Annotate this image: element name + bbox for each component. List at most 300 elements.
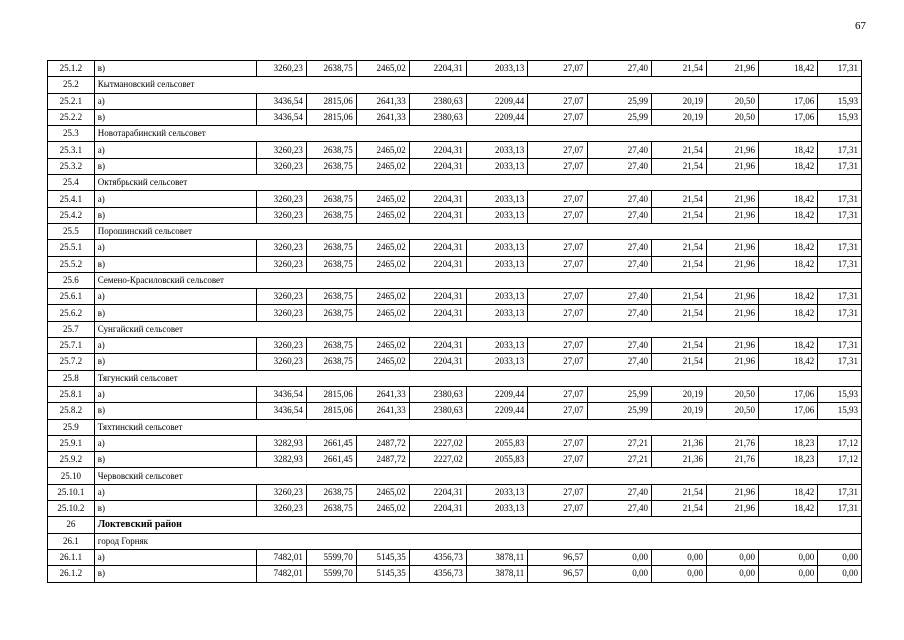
value-cell: 2380,63 (409, 403, 466, 419)
value-cell: 3436,54 (256, 109, 306, 125)
value-cell: 3260,23 (256, 207, 306, 223)
value-cell: 27,07 (528, 435, 587, 451)
value-cell: 2465,02 (356, 142, 409, 158)
value-cell: 21,54 (651, 484, 706, 500)
value-cell: 18,42 (759, 338, 818, 354)
value-cell: 2204,31 (409, 142, 466, 158)
section-row (48, 370, 862, 386)
value-cell: 2638,75 (306, 142, 356, 158)
value-cell: 2661,45 (306, 452, 356, 468)
value-cell: 27,07 (528, 501, 587, 517)
value-cell: 17,31 (818, 484, 862, 500)
value-cell: 27,40 (587, 354, 651, 370)
value-cell: 2380,63 (409, 93, 466, 109)
value-cell: 2638,75 (306, 256, 356, 272)
table-row (48, 289, 862, 305)
table-row (48, 501, 862, 517)
value-cell: 2465,02 (356, 256, 409, 272)
row-code: 25.3.1 (48, 142, 95, 158)
value-cell: 2055,83 (466, 452, 527, 468)
value-cell: 17,31 (818, 305, 862, 321)
table-row (48, 403, 862, 419)
section-row (48, 321, 862, 337)
value-cell: 2641,33 (356, 386, 409, 402)
value-cell: 2638,75 (306, 484, 356, 500)
value-cell: 27,40 (587, 61, 651, 77)
value-cell: 27,07 (528, 338, 587, 354)
value-cell: 2815,06 (306, 93, 356, 109)
value-cell: 17,31 (818, 207, 862, 223)
value-cell: 2204,31 (409, 289, 466, 305)
value-cell: 2465,02 (356, 61, 409, 77)
section-row (48, 175, 862, 191)
value-cell: 21,76 (707, 452, 759, 468)
value-cell: 2209,44 (466, 93, 527, 109)
value-cell: 2033,13 (466, 61, 527, 77)
row-code: 25.10.2 (48, 501, 95, 517)
value-cell: 17,31 (818, 61, 862, 77)
value-cell: 18,23 (759, 435, 818, 451)
value-cell: 3282,93 (256, 452, 306, 468)
value-cell: 18,42 (759, 305, 818, 321)
value-cell: 2465,02 (356, 484, 409, 500)
value-cell: 5145,35 (356, 566, 409, 582)
value-cell: 2465,02 (356, 501, 409, 517)
value-cell: 21,54 (651, 354, 706, 370)
value-cell: 18,42 (759, 354, 818, 370)
value-cell: 0,00 (759, 549, 818, 565)
section-title: Тяхтинский сельсовет (94, 419, 861, 435)
row-code: 25.3 (48, 126, 95, 142)
value-cell: 17,06 (759, 403, 818, 419)
value-cell: 3436,54 (256, 386, 306, 402)
value-cell: 27,07 (528, 305, 587, 321)
table-body (48, 61, 862, 583)
value-cell: 2033,13 (466, 338, 527, 354)
row-code: 25.4.1 (48, 191, 95, 207)
row-code: 25.5.1 (48, 240, 95, 256)
value-cell: 3260,23 (256, 256, 306, 272)
value-cell: 27,40 (587, 240, 651, 256)
value-cell: 2227,02 (409, 452, 466, 468)
row-code: 25.4.2 (48, 207, 95, 223)
value-cell: 27,07 (528, 61, 587, 77)
table-row (48, 566, 862, 582)
value-cell: 2204,31 (409, 354, 466, 370)
row-code: 25.2 (48, 77, 95, 93)
value-cell: 21,76 (707, 435, 759, 451)
value-cell: 27,07 (528, 240, 587, 256)
value-cell: 27,07 (528, 93, 587, 109)
value-cell: 2638,75 (306, 289, 356, 305)
row-variant-label: в) (94, 158, 256, 174)
value-cell: 2465,02 (356, 191, 409, 207)
row-variant-label: в) (94, 452, 256, 468)
value-cell: 4356,73 (409, 566, 466, 582)
value-cell: 2055,83 (466, 435, 527, 451)
value-cell: 4356,73 (409, 549, 466, 565)
table-row (48, 484, 862, 500)
value-cell: 18,42 (759, 501, 818, 517)
value-cell: 2033,13 (466, 305, 527, 321)
section-title: Кытмановский сельсовет (94, 77, 861, 93)
value-cell: 27,07 (528, 354, 587, 370)
row-variant-label: в) (94, 305, 256, 321)
value-cell: 27,40 (587, 501, 651, 517)
value-cell: 27,07 (528, 256, 587, 272)
table-row (48, 338, 862, 354)
value-cell: 27,40 (587, 289, 651, 305)
value-cell: 21,54 (651, 501, 706, 517)
row-code: 25.2.1 (48, 93, 95, 109)
value-cell: 21,54 (651, 256, 706, 272)
row-code: 25.8.2 (48, 403, 95, 419)
value-cell: 18,42 (759, 191, 818, 207)
value-cell: 7482,01 (256, 566, 306, 582)
value-cell: 2465,02 (356, 305, 409, 321)
value-cell: 17,31 (818, 354, 862, 370)
value-cell: 2815,06 (306, 386, 356, 402)
value-cell: 17,31 (818, 338, 862, 354)
row-code: 25.7 (48, 321, 95, 337)
district-title: Локтевский район (94, 517, 861, 533)
row-variant-label: а) (94, 484, 256, 500)
value-cell: 2033,13 (466, 501, 527, 517)
section-title: Новотарабинский сельсовет (94, 126, 861, 142)
value-cell: 21,96 (707, 191, 759, 207)
row-code: 25.3.2 (48, 158, 95, 174)
value-cell: 25,99 (587, 93, 651, 109)
value-cell: 21,96 (707, 338, 759, 354)
value-cell: 27,40 (587, 338, 651, 354)
value-cell: 3260,23 (256, 484, 306, 500)
value-cell: 2638,75 (306, 338, 356, 354)
table-row (48, 142, 862, 158)
value-cell: 17,31 (818, 191, 862, 207)
row-code: 25.1.2 (48, 61, 95, 77)
value-cell: 2465,02 (356, 158, 409, 174)
section-row (48, 223, 862, 239)
row-variant-label: в) (94, 109, 256, 125)
value-cell: 27,07 (528, 386, 587, 402)
value-cell: 27,40 (587, 191, 651, 207)
row-code: 25.9 (48, 419, 95, 435)
value-cell: 20,19 (651, 93, 706, 109)
value-cell: 27,07 (528, 289, 587, 305)
value-cell: 15,93 (818, 386, 862, 402)
value-cell: 18,42 (759, 142, 818, 158)
value-cell: 18,42 (759, 240, 818, 256)
value-cell: 2465,02 (356, 207, 409, 223)
table-row (48, 93, 862, 109)
row-code: 25.5 (48, 223, 95, 239)
row-code: 25.9.2 (48, 452, 95, 468)
row-variant-label: а) (94, 289, 256, 305)
value-cell: 3436,54 (256, 93, 306, 109)
value-cell: 0,00 (707, 549, 759, 565)
row-code: 25.6.2 (48, 305, 95, 321)
value-cell: 2465,02 (356, 240, 409, 256)
value-cell: 2487,72 (356, 452, 409, 468)
value-cell: 2204,31 (409, 338, 466, 354)
section-title: Октябрьский сельсовет (94, 175, 861, 191)
value-cell: 20,19 (651, 386, 706, 402)
table-row (48, 240, 862, 256)
value-cell: 21,36 (651, 435, 706, 451)
value-cell: 27,07 (528, 207, 587, 223)
tariff-table (47, 60, 862, 583)
row-code: 25.10.1 (48, 484, 95, 500)
value-cell: 17,06 (759, 386, 818, 402)
value-cell: 18,42 (759, 289, 818, 305)
table-row (48, 109, 862, 125)
row-variant-label: а) (94, 93, 256, 109)
section-title: Порошинский сельсовет (94, 223, 861, 239)
value-cell: 2638,75 (306, 354, 356, 370)
value-cell: 2638,75 (306, 501, 356, 517)
value-cell: 0,00 (707, 566, 759, 582)
value-cell: 2204,31 (409, 501, 466, 517)
value-cell: 17,12 (818, 435, 862, 451)
section-row (48, 419, 862, 435)
row-code: 25.4 (48, 175, 95, 191)
value-cell: 27,07 (528, 484, 587, 500)
value-cell: 0,00 (759, 566, 818, 582)
value-cell: 17,06 (759, 93, 818, 109)
row-variant-label: а) (94, 240, 256, 256)
row-variant-label: а) (94, 142, 256, 158)
row-code: 26.1.1 (48, 549, 95, 565)
value-cell: 27,40 (587, 484, 651, 500)
value-cell: 21,54 (651, 142, 706, 158)
value-cell: 25,99 (587, 403, 651, 419)
section-row (48, 272, 862, 288)
value-cell: 0,00 (587, 566, 651, 582)
value-cell: 21,96 (707, 256, 759, 272)
value-cell: 0,00 (587, 549, 651, 565)
row-code: 25.6.1 (48, 289, 95, 305)
value-cell: 27,07 (528, 452, 587, 468)
value-cell: 2033,13 (466, 158, 527, 174)
value-cell: 17,31 (818, 142, 862, 158)
value-cell: 2487,72 (356, 435, 409, 451)
row-variant-label: а) (94, 386, 256, 402)
value-cell: 3260,23 (256, 289, 306, 305)
value-cell: 27,21 (587, 452, 651, 468)
value-cell: 21,54 (651, 338, 706, 354)
value-cell: 21,96 (707, 289, 759, 305)
value-cell: 18,42 (759, 484, 818, 500)
value-cell: 20,50 (707, 403, 759, 419)
value-cell: 2209,44 (466, 403, 527, 419)
value-cell: 2638,75 (306, 207, 356, 223)
value-cell: 15,93 (818, 109, 862, 125)
table-row (48, 207, 862, 223)
section-row (48, 468, 862, 484)
value-cell: 21,96 (707, 305, 759, 321)
value-cell: 2204,31 (409, 158, 466, 174)
row-code: 26.1 (48, 533, 95, 549)
value-cell: 21,96 (707, 158, 759, 174)
table-row (48, 549, 862, 565)
value-cell: 2204,31 (409, 191, 466, 207)
value-cell: 3260,23 (256, 338, 306, 354)
row-variant-label: в) (94, 207, 256, 223)
value-cell: 18,42 (759, 256, 818, 272)
row-code: 25.7.2 (48, 354, 95, 370)
value-cell: 27,07 (528, 403, 587, 419)
district-row (48, 517, 862, 533)
value-cell: 2033,13 (466, 142, 527, 158)
value-cell: 21,96 (707, 240, 759, 256)
table-row (48, 354, 862, 370)
value-cell: 0,00 (651, 566, 706, 582)
value-cell: 27,40 (587, 305, 651, 321)
value-cell: 21,54 (651, 207, 706, 223)
value-cell: 2204,31 (409, 256, 466, 272)
row-code: 25.6 (48, 272, 95, 288)
value-cell: 17,06 (759, 109, 818, 125)
table-row (48, 61, 862, 77)
row-variant-label: в) (94, 256, 256, 272)
value-cell: 2033,13 (466, 240, 527, 256)
value-cell: 27,21 (587, 435, 651, 451)
value-cell: 21,96 (707, 484, 759, 500)
value-cell: 21,54 (651, 61, 706, 77)
value-cell: 27,07 (528, 158, 587, 174)
value-cell: 96,57 (528, 566, 587, 582)
table-row (48, 386, 862, 402)
value-cell: 2227,02 (409, 435, 466, 451)
row-variant-label: а) (94, 435, 256, 451)
value-cell: 18,42 (759, 158, 818, 174)
value-cell: 21,54 (651, 158, 706, 174)
value-cell: 3260,23 (256, 61, 306, 77)
table-row (48, 256, 862, 272)
value-cell: 2638,75 (306, 158, 356, 174)
value-cell: 2465,02 (356, 289, 409, 305)
value-cell: 2033,13 (466, 289, 527, 305)
value-cell: 25,99 (587, 386, 651, 402)
row-code: 26 (48, 517, 95, 533)
table-row (48, 435, 862, 451)
row-variant-label: а) (94, 549, 256, 565)
value-cell: 2033,13 (466, 256, 527, 272)
value-cell: 21,96 (707, 142, 759, 158)
value-cell: 2209,44 (466, 386, 527, 402)
value-cell: 27,40 (587, 158, 651, 174)
value-cell: 21,54 (651, 240, 706, 256)
row-variant-label: в) (94, 61, 256, 77)
value-cell: 17,31 (818, 289, 862, 305)
table-row (48, 452, 862, 468)
value-cell: 2465,02 (356, 354, 409, 370)
value-cell: 27,40 (587, 256, 651, 272)
value-cell: 5599,70 (306, 566, 356, 582)
section-row (48, 77, 862, 93)
row-code: 25.2.2 (48, 109, 95, 125)
section-title: Червовский сельсовет (94, 468, 861, 484)
value-cell: 20,50 (707, 386, 759, 402)
value-cell: 2641,33 (356, 93, 409, 109)
table-row (48, 191, 862, 207)
value-cell: 0,00 (651, 549, 706, 565)
row-variant-label: в) (94, 403, 256, 419)
value-cell: 3260,23 (256, 158, 306, 174)
value-cell: 3878,11 (466, 549, 527, 565)
row-code: 25.8 (48, 370, 95, 386)
value-cell: 21,96 (707, 61, 759, 77)
value-cell: 2641,33 (356, 109, 409, 125)
value-cell: 3260,23 (256, 354, 306, 370)
value-cell: 2209,44 (466, 109, 527, 125)
value-cell: 2033,13 (466, 354, 527, 370)
value-cell: 2033,13 (466, 207, 527, 223)
value-cell: 3260,23 (256, 142, 306, 158)
value-cell: 21,96 (707, 501, 759, 517)
section-title: Тягунский сельсовет (94, 370, 861, 386)
value-cell: 96,57 (528, 549, 587, 565)
value-cell: 17,12 (818, 452, 862, 468)
value-cell: 25,99 (587, 109, 651, 125)
page-number: 67 (855, 20, 866, 32)
row-variant-label: а) (94, 191, 256, 207)
value-cell: 20,50 (707, 93, 759, 109)
value-cell: 2204,31 (409, 240, 466, 256)
value-cell: 27,07 (528, 142, 587, 158)
value-cell: 2380,63 (409, 386, 466, 402)
value-cell: 27,40 (587, 207, 651, 223)
value-cell: 21,54 (651, 289, 706, 305)
value-cell: 15,93 (818, 403, 862, 419)
value-cell: 2815,06 (306, 109, 356, 125)
row-variant-label: в) (94, 566, 256, 582)
value-cell: 3260,23 (256, 240, 306, 256)
row-code: 25.5.2 (48, 256, 95, 272)
row-variant-label: в) (94, 354, 256, 370)
row-code: 25.10 (48, 468, 95, 484)
value-cell: 3260,23 (256, 305, 306, 321)
value-cell: 27,40 (587, 142, 651, 158)
value-cell: 21,96 (707, 354, 759, 370)
value-cell: 21,36 (651, 452, 706, 468)
value-cell: 5599,70 (306, 549, 356, 565)
value-cell: 17,31 (818, 158, 862, 174)
value-cell: 3260,23 (256, 191, 306, 207)
row-variant-label: в) (94, 501, 256, 517)
value-cell: 27,07 (528, 109, 587, 125)
value-cell: 3282,93 (256, 435, 306, 451)
value-cell: 2380,63 (409, 109, 466, 125)
value-cell: 20,19 (651, 109, 706, 125)
value-cell: 18,42 (759, 207, 818, 223)
value-cell: 2204,31 (409, 61, 466, 77)
row-code: 25.7.1 (48, 338, 95, 354)
section-row (48, 126, 862, 142)
value-cell: 2033,13 (466, 484, 527, 500)
section-title: Семено-Красиловский сельсовет (94, 272, 861, 288)
value-cell: 2661,45 (306, 435, 356, 451)
value-cell: 2204,31 (409, 207, 466, 223)
value-cell: 0,00 (818, 566, 862, 582)
value-cell: 2033,13 (466, 191, 527, 207)
value-cell: 17,31 (818, 501, 862, 517)
value-cell: 2638,75 (306, 191, 356, 207)
value-cell: 2815,06 (306, 403, 356, 419)
section-title: город Горняк (94, 533, 861, 549)
section-row (48, 533, 862, 549)
value-cell: 21,54 (651, 191, 706, 207)
